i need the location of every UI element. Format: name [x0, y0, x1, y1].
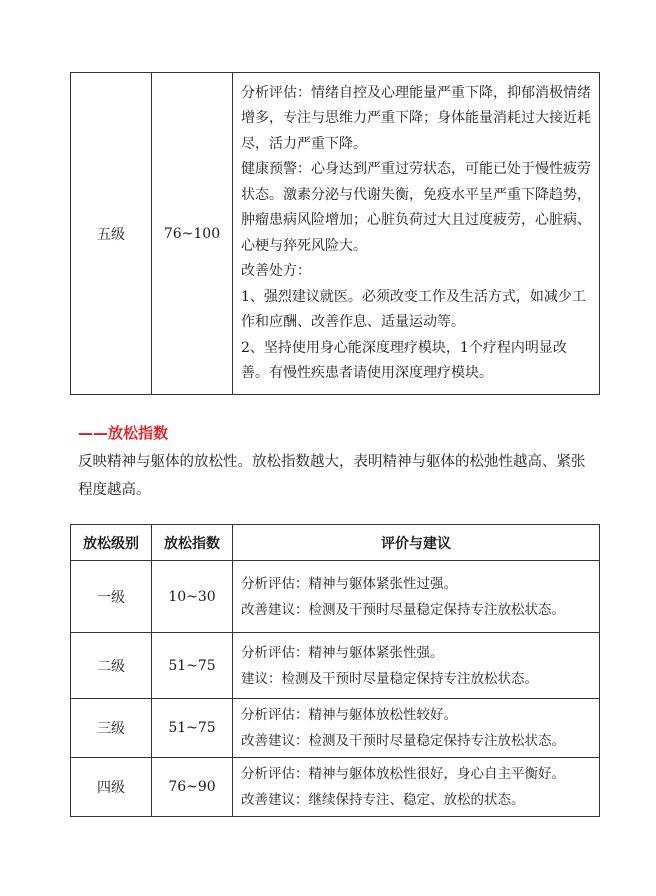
level-cell: 三级 [71, 699, 152, 758]
table-header-row [71, 525, 600, 561]
level-cell: 一级 [71, 561, 152, 633]
evaluation-line: 改善建议：检测及干预时尽量稳定保持专注放松状态。 [241, 601, 565, 618]
evaluation-line: 改善处方： [241, 263, 311, 279]
evaluation-cell [233, 73, 600, 395]
table-row [71, 73, 600, 395]
evaluation-line: 健康预警：心身达到严重过劳状态，可能已处于慢性疲劳状态。激素分泌与代谢失衡，免疫水平呈严重下降趋势，肿瘤患病风险增加；心脏负荷过大且过度疲劳，心脏病、心梗与猝死风险大。 [241, 161, 591, 254]
evaluation-line: 分析评估：情绪自控及心理能量严重下降，抑郁消极情绪增多，专注与思维力严重下降；身体能量消耗过大接近耗尽，活力严重下降。 [241, 84, 591, 152]
index-cell: 51~75 [152, 633, 233, 699]
evaluation-line: 改善建议：继续保持专注、稳定、放松的状态。 [241, 792, 525, 808]
index-cell: 76~100 [152, 73, 233, 395]
evaluation-line: 分析评估：精神与躯体放松性较好。 [241, 707, 457, 723]
evaluation-line: 改善建议：检测及干预时尽量稳定保持专注放松状态。 [241, 733, 565, 749]
column-header-level: 放松级别 [71, 525, 152, 561]
table-row [71, 699, 600, 758]
level-cell: 五级 [71, 73, 152, 395]
table-row [71, 633, 600, 699]
evaluation-cell [233, 633, 600, 699]
table-row [71, 561, 600, 633]
evaluation-cell [233, 699, 600, 758]
evaluation-line: 分析评估：精神与躯体紧张性强。 [241, 644, 444, 661]
level-cell: 四级 [71, 758, 152, 817]
table-row [71, 758, 600, 817]
evaluation-cell [233, 561, 600, 633]
evaluation-line: 1、强烈建议就医。必须改变工作及生活方式，如减少工作和应酬、改善作息、适量运动等。 [241, 288, 586, 330]
level-cell: 二级 [71, 633, 152, 699]
evaluation-line: 2、坚持使用身心能深度理疗模块，1个疗程内明显改善。有慢性疾患者请使用深度理疗模块。 [241, 339, 567, 381]
fatigue-level-table [70, 72, 600, 395]
column-header-index: 放松指数 [152, 525, 233, 561]
evaluation-line: 建议：检测及干预时尽量稳定保持专注放松状态。 [241, 670, 538, 687]
column-header-evaluation: 评价与建议 [233, 525, 600, 561]
index-cell: 76~90 [152, 758, 233, 817]
index-cell: 10~30 [152, 561, 233, 633]
section-title: ——放松指数 [78, 424, 169, 442]
section-description: 反映精神与躯体的放松性。放松指数越大，表明精神与躯体的松弛性越高、紧张程度越高。 [78, 454, 586, 498]
evaluation-line: 分析评估：精神与躯体紧张性过强。 [241, 575, 457, 592]
relaxation-index-table [70, 524, 600, 817]
evaluation-cell [233, 758, 600, 817]
evaluation-line: 分析评估：精神与躯体放松性很好，身心自主平衡好。 [241, 766, 565, 782]
index-cell: 51~75 [152, 699, 233, 758]
